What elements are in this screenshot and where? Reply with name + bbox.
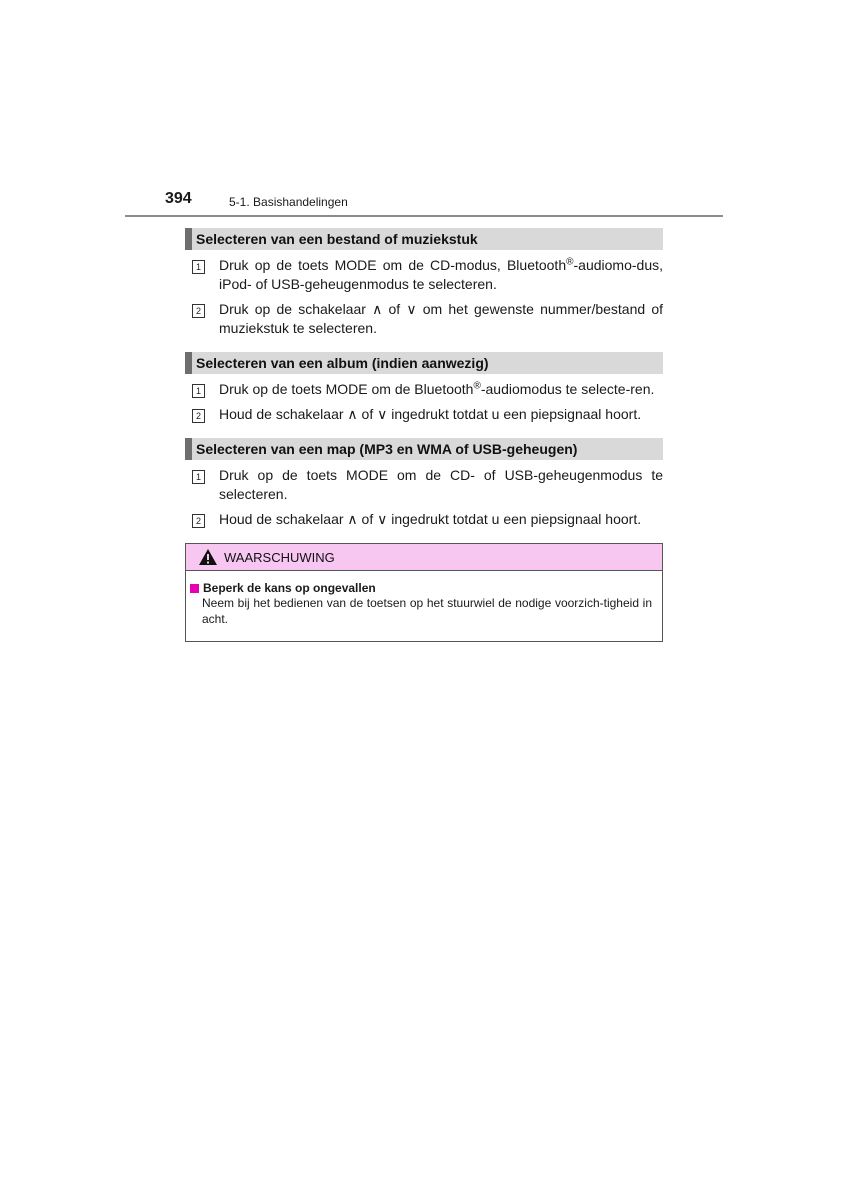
- step-text-part: -audiomo-dus, iPod- of USB-geheugenmodus te selecteren.: [219, 257, 663, 292]
- step-text-part: Druk op de toets MODE om de Bluetooth: [219, 381, 474, 397]
- section: [185, 352, 663, 424]
- step-text-part: -audiomodus te selecte-ren.: [480, 381, 655, 397]
- warning-header: [186, 544, 662, 571]
- warning-body: [186, 571, 662, 641]
- warning-heading: [190, 581, 652, 595]
- section-title: Selecteren van een bestand of muziekstuk: [185, 228, 663, 250]
- step-number: 2: [192, 409, 205, 423]
- step-number: 2: [192, 514, 205, 528]
- step-item: [185, 256, 663, 294]
- step-number: 1: [192, 260, 205, 274]
- step-item: [185, 380, 663, 399]
- section: [185, 438, 663, 529]
- step-number: 1: [192, 470, 205, 484]
- header-divider: [125, 215, 723, 217]
- step-item: [185, 405, 663, 424]
- registered-mark: ®: [473, 380, 481, 392]
- warning-box: [185, 543, 663, 642]
- chapter-title: 5-1. Basishandelingen: [229, 195, 348, 209]
- main-content: [185, 228, 663, 642]
- registered-mark: ®: [566, 256, 574, 268]
- page-number: 394: [165, 190, 192, 207]
- step-text-part: Druk op de toets MODE om de CD-modus, Bluetooth: [219, 257, 567, 273]
- step-item: [185, 466, 663, 504]
- step-text: Druk op de schakelaar ∧ of ∨ om het gewenste nummer/bestand of muziekstuk te selecteren.: [219, 301, 663, 336]
- warning-triangle-icon: [198, 548, 218, 566]
- bullet-square-icon: [190, 584, 199, 593]
- step-item: [185, 300, 663, 338]
- step-item: [185, 510, 663, 529]
- step-text: [219, 256, 663, 294]
- step-text: Houd de schakelaar ∧ of ∨ ingedrukt totdat u een piepsignaal hoort.: [219, 511, 642, 527]
- step-list: [185, 256, 663, 338]
- section-title: Selecteren van een album (indien aanwezig): [185, 352, 663, 374]
- section-title: Selecteren van een map (MP3 en WMA of USB-geheugen): [185, 438, 663, 460]
- step-list: [185, 466, 663, 529]
- warning-title: WAARSCHUWING: [224, 549, 335, 565]
- step-text: Houd de schakelaar ∧ of ∨ ingedrukt totdat u een piepsignaal hoort.: [219, 406, 642, 422]
- step-text: Druk op de toets MODE om de CD- of USB-geheugenmodus te selecteren.: [219, 467, 663, 502]
- section: [185, 228, 663, 338]
- warning-heading-text: Beperk de kans op ongevallen: [203, 581, 376, 595]
- step-number: 2: [192, 304, 205, 318]
- step-list: [185, 380, 663, 424]
- step-number: 1: [192, 384, 205, 398]
- warning-text: Neem bij het bedienen van de toetsen op het stuurwiel de nodige voorzich-tigheid in acht.: [202, 596, 652, 626]
- step-text: [219, 380, 663, 399]
